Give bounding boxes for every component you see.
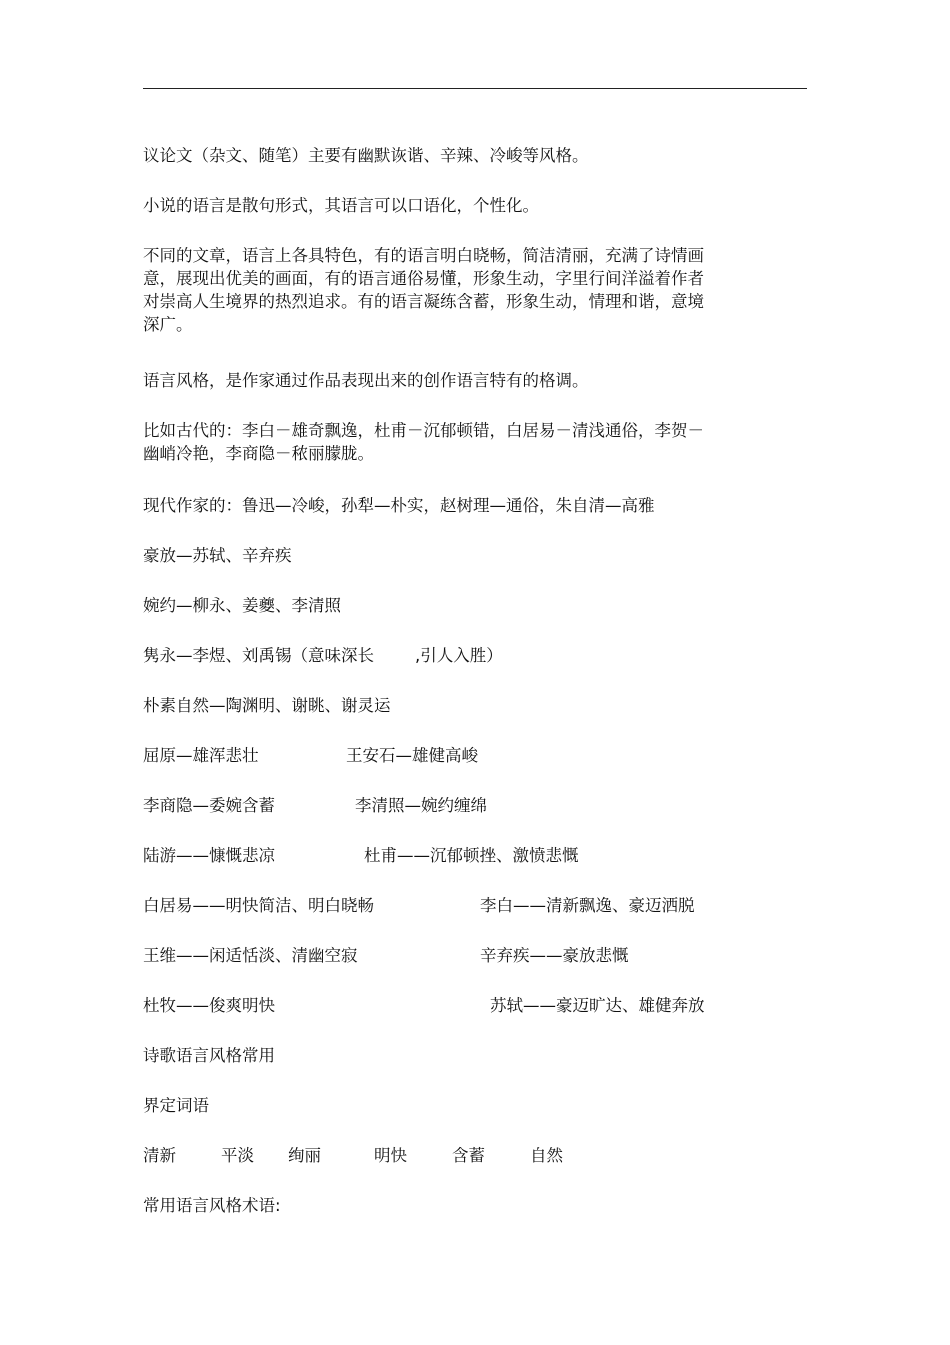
poet-pair-row	[143, 795, 758, 816]
poet-pair-row	[143, 945, 758, 966]
poet-pair-left: 王维——闲适恬淡、清幽空寂	[143, 946, 358, 965]
style-wanyue: 婉约—柳永、姜夔、李清照	[143, 596, 341, 615]
paragraph-line: 对崇高人生境界的热烈追求。有的语言凝练含蓄，形象生动，情理和谐，意境	[143, 292, 704, 311]
poet-pair-left: 白居易——明快简洁、明白晓畅	[143, 896, 374, 915]
poet-pair-right: 杜甫——沉郁顿挫、激愤悲慨	[364, 846, 579, 865]
poetry-style-heading: 诗歌语言风格常用	[143, 1046, 275, 1065]
paragraph-line: 意，展现出优美的画面，有的语言通俗易懂，形象生动，字里行间洋溢着作者	[143, 269, 704, 288]
style-juanyong	[143, 645, 758, 666]
poet-pair-right: 李清照—婉约缠绵	[355, 796, 487, 815]
style-word: 绚丽	[288, 1146, 321, 1165]
header-rule	[143, 88, 807, 89]
poet-pair-right: 王安石—雄健高峻	[346, 746, 478, 765]
paragraph-argumentative: 议论文（杂文、随笔）主要有幽默诙谐、辛辣、冷峻等风格。	[143, 146, 589, 165]
paragraph-line: 深广。	[143, 315, 193, 334]
poet-pair-left: 屈原—雄浑悲壮	[143, 746, 259, 765]
poet-pair-row	[143, 845, 758, 866]
define-words-heading: 界定词语	[143, 1096, 209, 1115]
poet-pair-row	[143, 745, 758, 766]
terms-heading: 常用语言风格术语:	[143, 1196, 281, 1215]
poet-pair-right: 苏轼——豪迈旷达、雄健奔放	[490, 996, 705, 1015]
poet-pair-left: 李商隐—委婉含蓄	[143, 796, 275, 815]
paragraph-novel: 小说的语言是散句形式，其语言可以口语化，个性化。	[143, 196, 539, 215]
paragraph-definition: 语言风格，是作家通过作品表现出来的创作语言特有的格调。	[143, 371, 589, 390]
paragraph-line: 比如古代的：李白－雄奇飘逸，杜甫－沉郁顿错，白居易－清浅通俗，李贺－	[143, 421, 704, 440]
poet-pair-left: 杜牧——俊爽明快	[143, 996, 275, 1015]
paragraph-line: 不同的文章，语言上各具特色，有的语言明白晓畅，简洁清丽，充满了诗情画	[143, 246, 704, 265]
style-word: 清新	[143, 1146, 176, 1165]
poet-pair-left: 陆游——慷慨悲凉	[143, 846, 275, 865]
style-haofang: 豪放—苏轼、辛弃疾	[143, 546, 292, 565]
style-word: 平淡	[221, 1146, 254, 1165]
paragraph-modern-authors: 现代作家的：鲁迅—冷峻，孙犁—朴实，赵树理—通俗，朱自清—高雅	[143, 496, 655, 515]
style-juanyong-part2: ,引人入胜）	[415, 646, 503, 665]
style-word: 含蓄	[452, 1146, 485, 1165]
poet-pair-row	[143, 895, 758, 916]
style-word: 自然	[530, 1146, 563, 1165]
style-pusu: 朴素自然—陶渊明、谢眺、谢灵运	[143, 696, 391, 715]
paragraph-line: 幽峭冷艳，李商隐－秾丽朦胧。	[143, 444, 374, 463]
style-word: 明快	[374, 1146, 407, 1165]
style-juanyong-part1: 隽永—李煜、刘禹锡（意味深长	[143, 646, 374, 665]
style-word-list	[143, 1145, 758, 1166]
poet-pair-right: 李白——清新飘逸、豪迈洒脱	[480, 896, 695, 915]
poet-pair-right: 辛弃疾——豪放悲慨	[480, 946, 629, 965]
poet-pair-row	[143, 995, 758, 1016]
